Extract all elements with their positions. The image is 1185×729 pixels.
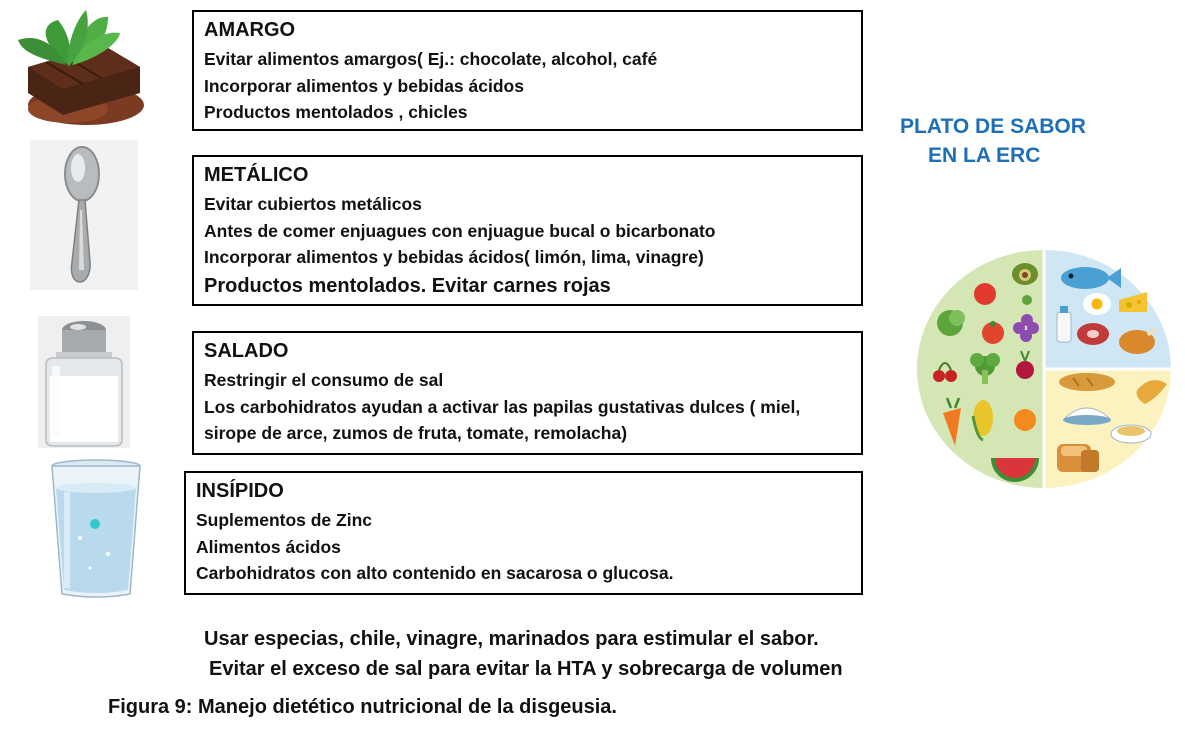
advice-note-2: Evitar el exceso de sal para evitar la HTA y sobrecarga de volumen <box>209 658 843 680</box>
salt-shaker-image <box>38 316 130 448</box>
section-line: Evitar cubiertos metálicos <box>204 194 422 214</box>
section-line: Productos mentolados , chicles <box>204 102 468 122</box>
section-line: Incorporar alimentos y bebidas ácidos( limón, lima, vinagre) <box>204 247 704 267</box>
section-line: Carbohidratos con alto contenido en sacarosa o glucosa. <box>196 563 674 583</box>
section-line: Incorporar alimentos y bebidas ácidos <box>204 75 524 96</box>
section-title: METÁLICO <box>204 164 309 186</box>
section-title: INSÍPIDO <box>196 480 284 502</box>
section-line: Evitar alimentos amargos( Ej.: chocolate, alcohol, café <box>204 49 658 69</box>
figure-caption: Figura 9: Manejo dietético nutricional de la disgeusia. <box>108 696 617 718</box>
section-line: Alimentos ácidos <box>196 536 341 557</box>
chocolate-mint-image <box>8 5 148 135</box>
section-line: sirope de arce, zumos de fruta, tomate, remolacha) <box>204 423 628 443</box>
section-line: Suplementos de Zinc <box>196 510 372 530</box>
section-title: AMARGO <box>204 19 296 41</box>
section-amargo <box>192 10 863 131</box>
plate-title-line1: PLATO DE SABOR <box>900 115 1086 138</box>
food-plate-image <box>915 248 1173 490</box>
advice-note-1: Usar especias, chile, vinagre, marinados para estimular el sabor. <box>204 628 819 650</box>
section-line: Productos mentolados. Evitar carnes rojas <box>204 274 611 297</box>
section-line: Los carbohidratos ayudan a activar las papilas gustativas dulces ( miel, <box>204 396 801 417</box>
section-salado <box>192 331 863 455</box>
plate-title <box>900 112 1125 170</box>
section-insipido <box>184 471 863 595</box>
section-metalico <box>192 155 863 306</box>
spoon-image <box>30 140 138 290</box>
water-glass-image <box>50 458 142 600</box>
section-title: SALADO <box>204 340 289 362</box>
section-line: Restringir el consumo de sal <box>204 370 444 390</box>
plate-title-line2: EN LA ERC <box>928 144 1041 167</box>
section-line: Antes de comer enjuagues con enjuague bucal o bicarbonato <box>204 220 716 241</box>
